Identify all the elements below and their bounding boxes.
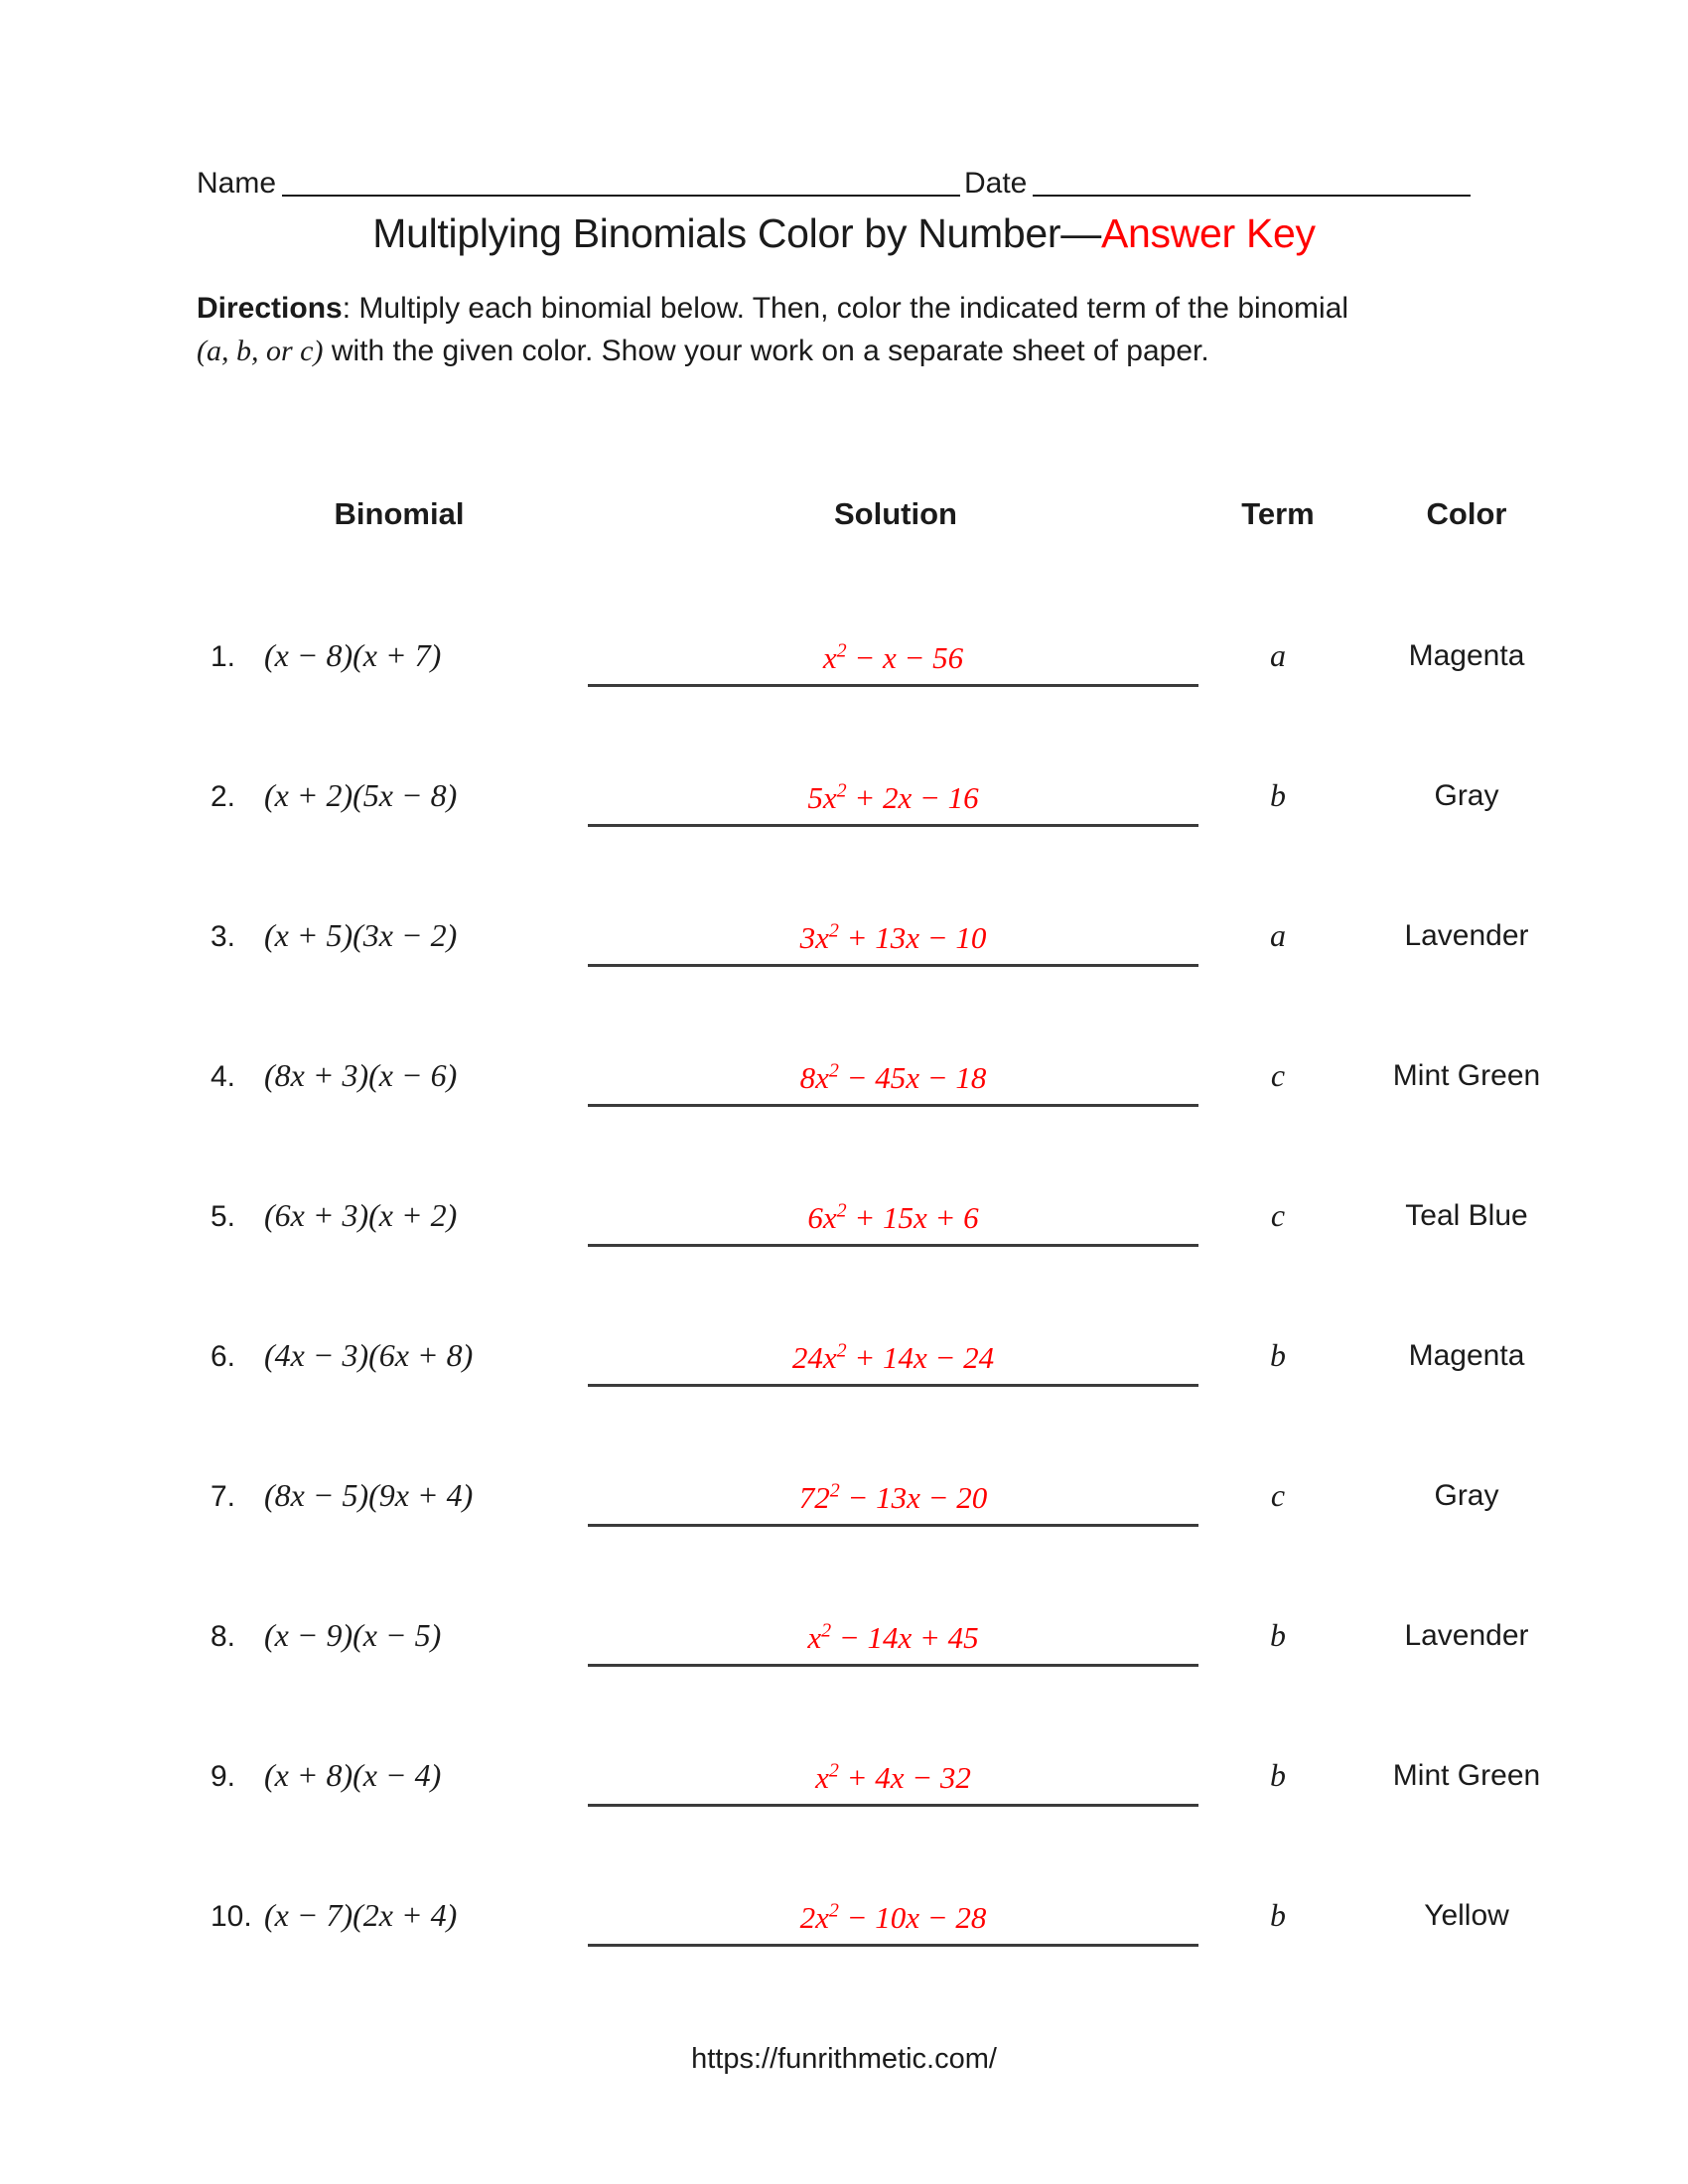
directions-label: Directions xyxy=(197,292,343,325)
color-name: Lavender xyxy=(1404,918,1529,952)
table-row xyxy=(211,1713,1688,1853)
solution-cell xyxy=(588,780,1203,827)
solution-exponent: 2 xyxy=(828,1759,839,1782)
solution-answer xyxy=(800,1060,987,1095)
table-row xyxy=(211,1853,1688,1993)
table-row xyxy=(211,1014,1688,1154)
solution-answer xyxy=(807,1620,978,1655)
binomial-cell xyxy=(211,1337,588,1374)
color-name: Teal Blue xyxy=(1405,1198,1528,1232)
binomial-expression: (x + 2)(5x − 8) xyxy=(264,777,458,813)
solution-answer xyxy=(807,780,978,815)
binomial-expression: (6x + 3)(x + 2) xyxy=(264,1197,458,1233)
term-letter: b xyxy=(1270,777,1286,813)
solution-cell xyxy=(588,920,1203,967)
color-name: Magenta xyxy=(1408,638,1525,672)
solution-base: 5x xyxy=(807,780,837,815)
solution-blank-line xyxy=(588,1340,1198,1387)
binomial-cell xyxy=(211,1897,588,1934)
binomial-cell xyxy=(211,917,588,954)
solution-exponent: 2 xyxy=(836,779,847,802)
name-label: Name xyxy=(197,167,277,200)
binomial-expression: (x − 8)(x + 7) xyxy=(264,637,442,673)
binomial-cell xyxy=(211,1477,588,1514)
solution-answer xyxy=(807,1200,978,1235)
solution-cell xyxy=(588,640,1203,687)
column-header-term: Term xyxy=(1241,496,1315,531)
solution-tail: + 13x − 10 xyxy=(838,920,987,955)
solution-base: x xyxy=(807,1620,822,1655)
solution-base: 72 xyxy=(798,1480,830,1515)
binomial-cell xyxy=(211,1057,588,1094)
directions-line1-text: : Multiply each binomial below. Then, color the indicated term of the binomial xyxy=(342,292,1349,325)
solution-cell xyxy=(588,1620,1203,1667)
name-date-row xyxy=(197,167,1475,203)
solution-base: 6x xyxy=(807,1200,837,1235)
color-name: Yellow xyxy=(1424,1898,1509,1932)
table-row xyxy=(211,1573,1688,1713)
solution-answer xyxy=(792,1340,994,1375)
binomial-expression: (4x − 3)(6x + 8) xyxy=(264,1337,474,1373)
solution-blank-line xyxy=(588,780,1198,827)
solution-base: 3x xyxy=(799,920,829,955)
binomial-cell xyxy=(211,1617,588,1654)
solution-blank-line xyxy=(588,1900,1198,1947)
table-row xyxy=(211,594,1688,734)
problem-number: 6. xyxy=(211,1340,236,1373)
solution-blank-line xyxy=(588,1620,1198,1667)
solution-exponent: 2 xyxy=(828,919,839,942)
problem-number: 10. xyxy=(211,1900,252,1933)
problem-number: 3. xyxy=(211,920,236,953)
solution-tail: − x − 56 xyxy=(846,640,964,675)
solution-exponent: 2 xyxy=(829,1479,840,1502)
page-title xyxy=(0,210,1688,257)
term-letter: b xyxy=(1270,1757,1286,1793)
problem-number: 2. xyxy=(211,780,236,813)
solution-tail: + 2x − 16 xyxy=(846,780,979,815)
binomial-cell xyxy=(211,777,588,814)
color-name: Magenta xyxy=(1408,1338,1525,1372)
problem-number: 5. xyxy=(211,1200,236,1233)
solution-tail: − 14x + 45 xyxy=(831,1620,979,1655)
page-title-black: Multiplying Binomials Color by Number— xyxy=(372,210,1101,256)
solution-tail: + 4x − 32 xyxy=(838,1760,971,1795)
term-letter: c xyxy=(1270,1477,1286,1513)
term-letter: c xyxy=(1270,1057,1286,1093)
solution-exponent: 2 xyxy=(828,1059,839,1082)
color-name: Mint Green xyxy=(1392,1758,1541,1792)
binomial-cell xyxy=(211,1757,588,1794)
color-name: Mint Green xyxy=(1392,1058,1541,1092)
problem-number: 7. xyxy=(211,1480,236,1513)
solution-base: 24x xyxy=(791,1340,837,1375)
solution-answer xyxy=(823,640,963,675)
solution-answer xyxy=(800,1900,987,1935)
table-header-row xyxy=(211,489,1688,539)
table-row xyxy=(211,1433,1688,1573)
solution-base: 8x xyxy=(799,1060,829,1095)
solution-cell xyxy=(588,1060,1203,1107)
binomial-expression: (x + 5)(3x − 2) xyxy=(264,917,458,953)
solution-tail: − 10x − 28 xyxy=(838,1900,987,1935)
table-row xyxy=(211,1154,1688,1294)
solution-exponent: 2 xyxy=(836,639,847,662)
solution-answer xyxy=(815,1760,971,1795)
directions xyxy=(197,287,1499,372)
column-header-binomial: Binomial xyxy=(334,496,465,531)
binomial-expression: (x − 7)(2x + 4) xyxy=(264,1897,458,1933)
date-blank-line xyxy=(1033,194,1471,197)
solution-exponent: 2 xyxy=(821,1619,832,1642)
solution-cell xyxy=(588,1760,1203,1807)
term-letter: b xyxy=(1270,1897,1286,1933)
table-row xyxy=(211,734,1688,874)
solution-base: x xyxy=(815,1760,829,1795)
table-body xyxy=(0,594,1688,1993)
solution-blank-line xyxy=(588,1480,1198,1527)
solution-tail: − 13x − 20 xyxy=(839,1480,988,1515)
solution-answer xyxy=(799,1480,988,1515)
term-letter: b xyxy=(1270,1337,1286,1373)
color-name: Gray xyxy=(1434,1478,1499,1512)
problem-number: 8. xyxy=(211,1620,236,1653)
binomial-cell xyxy=(211,637,588,674)
footer-url: https://funrithmetic.com/ xyxy=(691,2043,997,2075)
solution-blank-line xyxy=(588,1200,1198,1247)
solution-blank-line xyxy=(588,1060,1198,1107)
binomial-expression: (x − 9)(x − 5) xyxy=(264,1617,442,1653)
solution-tail: − 45x − 18 xyxy=(838,1060,987,1095)
problem-number: 1. xyxy=(211,640,236,673)
directions-line2 xyxy=(197,330,1499,372)
binomial-expression: (x + 8)(x − 4) xyxy=(264,1757,442,1793)
binomial-expression: (8x + 3)(x − 6) xyxy=(264,1057,458,1093)
binomial-expression: (8x − 5)(9x + 4) xyxy=(264,1477,474,1513)
page-title-answer-key: Answer Key xyxy=(1100,210,1316,256)
solution-base: 2x xyxy=(799,1900,829,1935)
solution-blank-line xyxy=(588,1760,1198,1807)
solution-exponent: 2 xyxy=(836,1199,847,1222)
term-letter: b xyxy=(1270,1617,1286,1653)
name-blank-line xyxy=(282,194,960,197)
solution-cell xyxy=(588,1340,1203,1387)
solution-exponent: 2 xyxy=(836,1339,847,1362)
solution-answer xyxy=(800,920,987,955)
table-row xyxy=(211,1294,1688,1433)
solution-cell xyxy=(588,1200,1203,1247)
directions-line1 xyxy=(197,287,1499,330)
color-name: Gray xyxy=(1434,778,1499,812)
directions-line2-text: with the given color. Show your work on a separate sheet of paper. xyxy=(323,335,1209,367)
solution-cell xyxy=(588,1480,1203,1527)
color-name: Lavender xyxy=(1404,1618,1529,1652)
term-letter: a xyxy=(1270,917,1286,953)
solution-exponent: 2 xyxy=(828,1899,839,1922)
solution-blank-line xyxy=(588,640,1198,687)
solution-tail: + 14x − 24 xyxy=(846,1340,995,1375)
problem-number: 4. xyxy=(211,1060,236,1093)
directions-abc-italic: (a, b, or c) xyxy=(197,335,324,367)
solution-cell xyxy=(588,1900,1203,1947)
column-header-solution: Solution xyxy=(834,496,957,531)
term-letter: c xyxy=(1270,1197,1286,1233)
binomial-cell xyxy=(211,1197,588,1234)
problem-number: 9. xyxy=(211,1760,236,1793)
column-header-color: Color xyxy=(1426,496,1507,531)
solution-blank-line xyxy=(588,920,1198,967)
solution-tail: + 15x + 6 xyxy=(846,1200,979,1235)
term-letter: a xyxy=(1270,637,1286,673)
date-label: Date xyxy=(964,167,1028,200)
solution-base: x xyxy=(822,640,837,675)
table-row xyxy=(211,874,1688,1014)
